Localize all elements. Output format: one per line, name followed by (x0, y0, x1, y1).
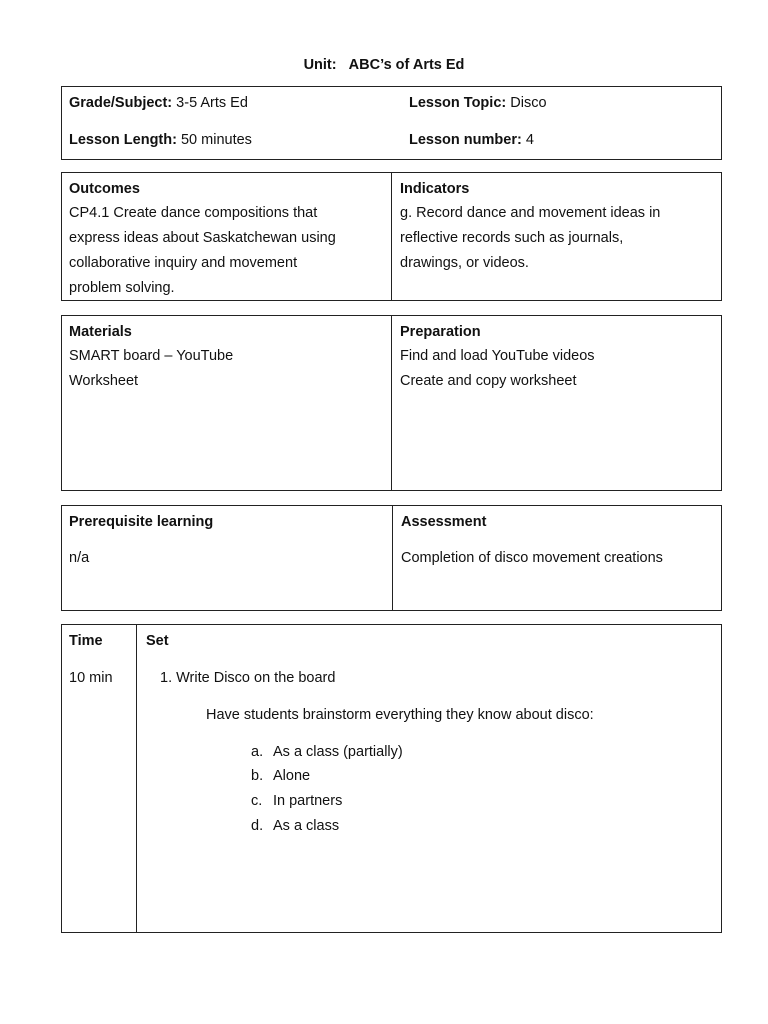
grade-label: Grade/Subject: (69, 95, 173, 111)
time-value: 10 min (69, 670, 113, 686)
assessment-value: Completion of disco movement creations (401, 550, 663, 566)
column-divider (391, 315, 392, 491)
assessment-heading: Assessment (401, 514, 487, 530)
length-value: 50 minutes (180, 132, 252, 148)
outcome-line: express ideas about Saskatchewan using (69, 230, 336, 246)
preparation-heading: Preparation (400, 324, 481, 340)
number-value: 4 (525, 132, 534, 148)
list-item: d. As a class (251, 818, 340, 834)
unit-label: Unit: (303, 57, 337, 73)
materials-item: Worksheet (69, 373, 139, 389)
length-label: Lesson Length: (69, 132, 177, 148)
lesson-length (69, 131, 252, 149)
prerequisite-heading: Prerequisite learning (69, 514, 214, 530)
outcome-code: CP4.1 (69, 205, 110, 221)
prerequisite-value: n/a (69, 550, 90, 566)
indicator-line: reflective records such as journals, (400, 230, 624, 246)
lesson-number (409, 131, 534, 149)
materials-item: SMART board – YouTube (69, 348, 234, 364)
unit-name: ABC’s of Arts Ed (348, 57, 465, 73)
time-heading: Time (69, 633, 103, 649)
grade-subject (69, 94, 248, 112)
grade-value: 3-5 Arts Ed (176, 95, 248, 111)
set-heading: Set (146, 633, 169, 649)
step-text: Write Disco on the board (176, 670, 336, 686)
unit-title (0, 56, 768, 74)
column-divider (391, 172, 392, 301)
topic-value: Disco (510, 95, 547, 111)
materials-heading: Materials (69, 324, 132, 340)
indicator-line: drawings, or videos. (400, 255, 529, 271)
preparation-item: Find and load YouTube videos (400, 348, 595, 364)
outcome-line: CP4.1 Create dance compositions that (69, 205, 318, 221)
step-number: 1. (160, 670, 173, 686)
list-item: a. As a class (partially) (251, 744, 403, 760)
outcomes-heading: Outcomes (69, 181, 140, 197)
indicator-line: g. Record dance and movement ideas in (400, 205, 661, 221)
set-instruction: Have students brainstorm everything they know about disco: (206, 707, 594, 723)
number-label: Lesson number: (409, 132, 522, 148)
preparation-item: Create and copy worksheet (400, 373, 577, 389)
list-item: b. Alone (251, 768, 311, 784)
column-divider (136, 624, 137, 933)
indicators-heading: Indicators (400, 181, 470, 197)
topic-label: Lesson Topic: (409, 95, 507, 111)
lesson-topic (409, 94, 547, 112)
outcome-line: problem solving. (69, 280, 175, 296)
list-item: c. In partners (251, 793, 343, 809)
outcome-line: collaborative inquiry and movement (69, 255, 298, 271)
set-step (160, 669, 335, 687)
column-divider (392, 505, 393, 611)
